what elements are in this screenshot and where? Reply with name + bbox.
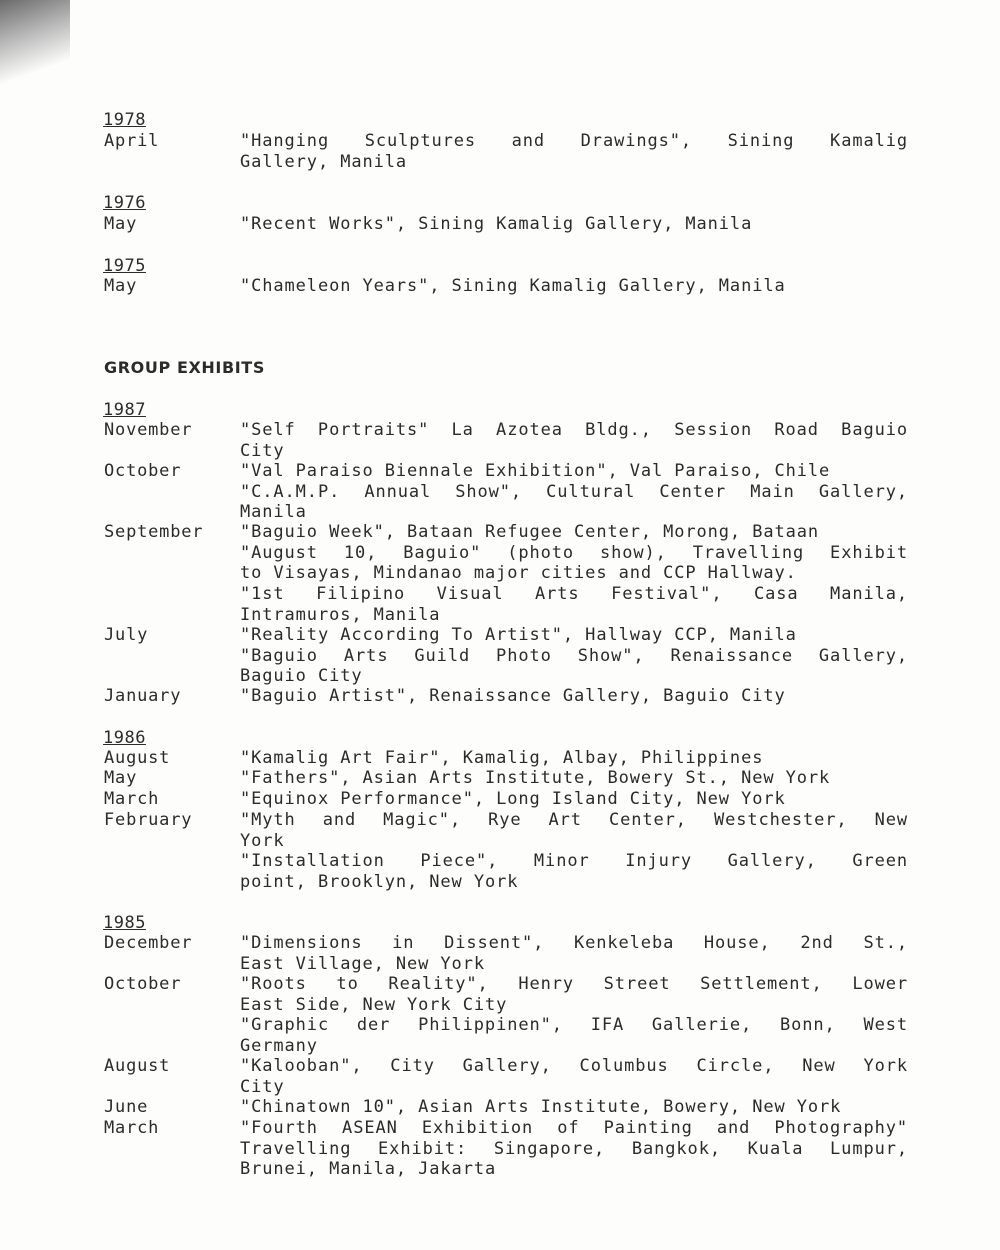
exhibit-line: "Roots to Reality", Henry Street Settlement, Lower — [240, 974, 908, 994]
month-label: November — [104, 420, 193, 440]
month-label: February — [104, 810, 193, 830]
exhibit-line: "1st Filipino Visual Arts Festival", Casa Manila, — [240, 584, 908, 605]
group-year-1985: 1985 — [103, 913, 146, 933]
exhibit-line: "Myth and Magic", Rye Art Center, Westchester, New — [240, 810, 908, 830]
exhibit-line: "Hanging Sculptures and Drawings", Sining Kamalig — [240, 131, 908, 151]
exhibit-line: Gallery, Manila — [240, 152, 408, 172]
exhibit-line: Baguio City — [240, 666, 363, 687]
month-label: January — [104, 686, 182, 706]
exhibit-line: "Kamalig Art Fair", Kamalig, Albay, Philippines — [240, 748, 764, 768]
exhibit-line: "Val Paraiso Biennale Exhibition", Val Paraiso, Chile — [240, 461, 831, 481]
exhibit-line: Travelling Exhibit: Singapore, Bangkok, Kuala Lumpur, — [240, 1138, 908, 1159]
exhibit-line: "Baguio Arts Guild Photo Show", Renaissance Gallery, — [240, 645, 908, 666]
exhibit-line: "Baguio Week", Bataan Refugee Center, Morong, Bataan — [240, 522, 820, 542]
solo-year-1978: 1978 — [103, 110, 146, 130]
exhibit-line: point, Brooklyn, New York — [240, 872, 519, 893]
month-label: October — [104, 974, 182, 994]
exhibit-line: City — [240, 440, 285, 461]
exhibit-line: Brunei, Manila, Jakarta — [240, 1159, 497, 1180]
month-label: April — [104, 131, 160, 151]
month-label: December — [104, 933, 193, 953]
group-year-1987: 1987 — [103, 400, 146, 420]
solo-year-1976: 1976 — [103, 193, 146, 213]
exhibit-line: "Chinatown 10", Asian Arts Institute, Bowery, New York — [240, 1097, 842, 1117]
month-label: March — [104, 1118, 160, 1138]
exhibit-line: "Reality According To Artist", Hallway CCP, Manila — [240, 625, 797, 645]
month-label: August — [104, 1056, 171, 1076]
exhibit-line: "Recent Works", Sining Kamalig Gallery, Manila — [240, 214, 753, 234]
solo-year-1975: 1975 — [103, 256, 146, 276]
month-label: June — [104, 1097, 149, 1117]
exhibit-line: City — [240, 1076, 285, 1097]
exhibit-line: "Baguio Artist", Renaissance Gallery, Baguio City — [240, 686, 786, 706]
group-exhibits-heading: GROUP EXHIBITS — [104, 358, 265, 377]
exhibit-line: "Kalooban", City Gallery, Columbus Circle, New York — [240, 1056, 908, 1076]
exhibit-line: East Village, New York — [240, 953, 485, 974]
exhibit-line: "Dimensions in Dissent", Kenkeleba House, 2nd St., — [240, 933, 908, 953]
exhibit-line: "Fourth ASEAN Exhibition of Painting and Photography" — [240, 1118, 908, 1138]
exhibit-line: to Visayas, Mindanao major cities and CCP Hallway. — [240, 563, 797, 584]
exhibit-line: Manila — [240, 502, 307, 523]
month-label: August — [104, 748, 171, 768]
exhibit-line: "Fathers", Asian Arts Institute, Bowery St., New York — [240, 768, 831, 788]
exhibit-line: East Side, New York City — [240, 994, 508, 1015]
exhibit-line: "Graphic der Philippinen", IFA Gallerie, Bonn, West — [240, 1015, 908, 1036]
exhibit-line: "Chameleon Years", Sining Kamalig Gallery, Manila — [240, 276, 786, 296]
exhibit-line: Germany — [240, 1036, 318, 1057]
month-label: October — [104, 461, 182, 481]
month-label: May — [104, 276, 138, 296]
exhibit-line: "Equinox Performance", Long Island City, New York — [240, 789, 786, 809]
exhibit-line: "C.A.M.P. Annual Show", Cultural Center Main Gallery, — [240, 481, 908, 502]
exhibit-line: York — [240, 830, 285, 851]
month-label: July — [104, 625, 149, 645]
month-label: May — [104, 214, 138, 234]
month-label: September — [104, 522, 204, 542]
month-label: May — [104, 768, 138, 788]
exhibit-line: "Self Portraits" La Azotea Bldg., Session Road Baguio — [240, 420, 908, 440]
exhibit-line: Intramuros, Manila — [240, 604, 441, 625]
exhibit-line: "Installation Piece", Minor Injury Gallery, Green — [240, 851, 908, 872]
month-label: March — [104, 789, 160, 809]
group-year-1986: 1986 — [103, 728, 146, 748]
exhibit-line: "August 10, Baguio" (photo show), Travelling Exhibit — [240, 542, 908, 563]
